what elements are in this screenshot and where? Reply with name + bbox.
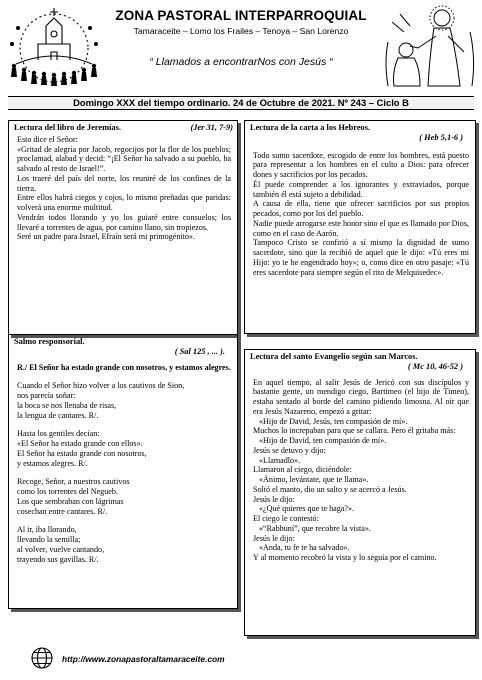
jesus-healing-blind-illustration xyxy=(384,2,478,92)
gospel-paragraph: «Ánimo, levántate, que te llama». xyxy=(259,475,369,484)
gospel-paragraph: Soltó el manto, dio un salto y se acercó a Jesús. xyxy=(253,484,407,494)
gospel-paragraph: Llamaron al ciego, diciéndole: xyxy=(253,465,352,475)
second-reading-box xyxy=(244,120,476,334)
psalm-box xyxy=(8,334,238,609)
gospel-paragraph: «Llamadlo». xyxy=(259,455,301,465)
gospel-paragraph: Jesús le dijo: xyxy=(253,494,295,504)
page-title: ZONA PASTORAL INTERPARROQUIAL xyxy=(115,8,367,23)
second-reading-text: Todo sumo sacerdote, escogido de entre los hombres, está puesto para representar a los hombres en el culto a Dios: para ofrecer dones y sacrificios por los pecados. Él puede comprender a los ignorantes y extraviados, porque también él está sujeto a debilidad. A causa de ella, tiene que ofrecer sacrificios por sus propios pecados, como por los del pueblo. Nadie puede arrogarse este honor sino el que es llamado por Dios, como en el caso de Aarón. Tampoco Cristo se confirió a sí mismo la dignidad de sumo sacerdote, sino que la recibió de aquel que le dijo: «Tú eres mi Hijo: yo te he engendrado hoy»; o, como dice en otro pasaje: «Tú eres sacerdote para siempre según el rito de Melquisedec». xyxy=(253,150,469,277)
website-link[interactable]: http://www.zonapastoraltamaraceite.com xyxy=(62,654,225,664)
gospel-paragraph: Y al momento recobró la vista y lo seguía por el camino. xyxy=(253,553,437,562)
church-village-logo xyxy=(4,4,104,90)
first-reading-ref: (Jer 31, 7-9) xyxy=(190,123,233,132)
gospel-box xyxy=(244,349,476,636)
gospel-paragraph: Muchos lo increpaban para que se callara. Pero él gritaba más: xyxy=(253,426,456,436)
gospel-paragraph: «Hijo de David, Jesús, ten compasión de mí». xyxy=(259,416,408,426)
motto: “ Llamados a encontrarNos con Jesús “ xyxy=(149,56,333,68)
psalm-response: R./ El Señor ha estado grande con nosotros, y estamos alegres. xyxy=(17,362,231,372)
header xyxy=(0,0,482,92)
gospel-ref: ( Mc 10, 46-52 ) xyxy=(407,361,463,371)
gospel-paragraph: El ciego le contestó: xyxy=(253,514,319,523)
second-reading-ref: ( Heb 5,1-6 ) xyxy=(419,132,463,142)
gospel-paragraph: «¿Qué quieres que te haga?». xyxy=(259,504,355,514)
parishes-subtitle: Tamaraceite – Lomo los Frailes – Tenoya – San Lorenzo xyxy=(133,26,349,36)
gospel-paragraph: Jesús se detuvo y dijo: xyxy=(253,445,326,455)
gospel-paragraph: Jesús le dijo: xyxy=(253,533,295,543)
psalm-heading: Salmo responsorial. xyxy=(14,337,85,346)
gospel-paragraph: En aquel tiempo, al salir Jesús de Jericó con sus discípulos y bastante gente, un mendigo ciego, Bartimeo (el hijo de Timeo), estaba sentado al borde del camino pidiendo limosna. Al oír que era Jesús Nazareno, empezó a gritar: xyxy=(253,377,469,416)
gospel-paragraph: «Anda, tu fe te ha salvado». xyxy=(259,543,350,553)
footer xyxy=(30,646,350,670)
first-reading-heading: Lectura del libro de Jeremías. (Jer 31, 7-9) xyxy=(14,123,233,132)
gospel-paragraph: «Hijo de David, ten compasión de mí». xyxy=(259,436,387,445)
gospel-paragraph: «“Rabbuní”, que recobre la vista». xyxy=(259,523,371,533)
psalm-text: R./ El Señor ha estado grande con nosotros, y estamos alegres. Cuando el Señor hizo volver a los cautivos de Sion, nos parecía soñar: la boca se nos llenaba de risas, la lengua de cantares. R/. Hasta los gentiles decían: «El Señor ha estado grande con ellos». El Señor ha estado grande con nosotros, y estamos alegres. R/. Recoge, Señor, a nuestros cautivos como los torrentes del Negueb. Los que sembraban con lágrimas cosechan entre cantares. R/. Al ir, iba llorando, llevando la semilla; al volver, vuelve cantando, trayendo sus gavillas. R/. xyxy=(17,362,231,564)
psalm-ref: ( Sal 125 , ... ). xyxy=(174,346,225,356)
gospel-text xyxy=(245,372,475,563)
liturgical-dateline: Domingo XXX del tiempo ordinario. 24 de Octubre de 2021. Nº 243 – Ciclo B xyxy=(8,96,474,110)
first-reading-box xyxy=(8,120,238,335)
gospel-heading: Lectura del santo Evangelio según san Marcos. xyxy=(250,352,418,361)
globe-icon xyxy=(30,646,54,670)
second-reading-heading: Lectura de la carta a los Hebreos. xyxy=(250,123,371,132)
first-reading-text: Esto dice el Señor: «Gritad de alegría por Jacob, regocijos por la flor de los pueblos; proclamad, alabad y decid: “¡El Señor ha salvado a su pueblo, ha salvado al resto de Israel!”. Los traeré del país del norte, los reuniré de los confines de la tierra. Entre ellos habrá ciegos y cojos, lo mismo preñadas que paridas: volverá una enorme multitud. Vendrán todos llorando y yo los guiaré entre consuelos; los llevaré a torrentes de agua, por camino llano, sin tropiezos. Seré un padre para Israel, Efraín será mi primogénito». xyxy=(17,134,231,242)
